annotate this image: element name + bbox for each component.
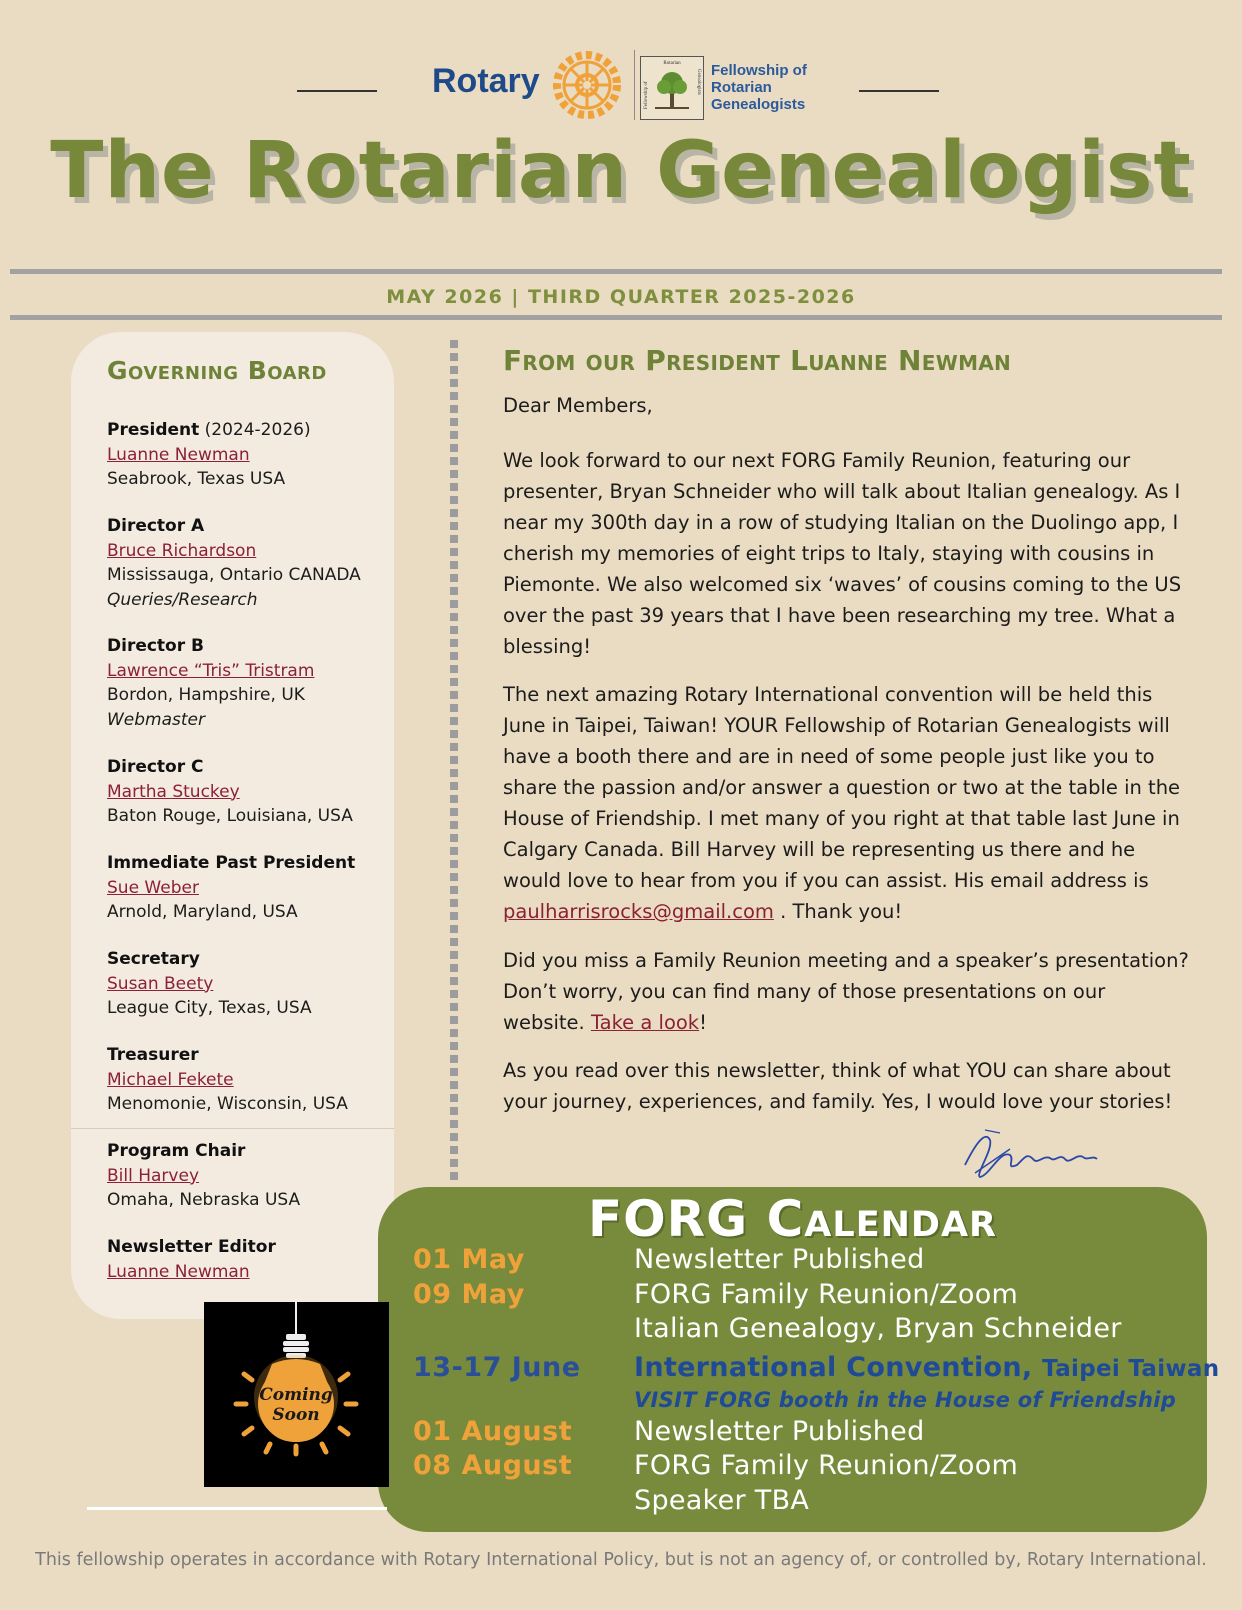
calendar-date: 08 August xyxy=(413,1450,573,1481)
board-entry-newsletter-editor xyxy=(107,1235,276,1284)
rotary-logo-text: Rotary xyxy=(432,62,540,100)
sidebar-divider xyxy=(71,1128,394,1129)
board-member-link[interactable]: Lawrence “Tris” Tristram xyxy=(107,660,315,681)
board-role: Newsletter Editor xyxy=(107,1237,276,1257)
letter-paragraph-2 xyxy=(503,679,1193,927)
board-note: Queries/Research xyxy=(107,589,258,610)
letter-paragraph-1: We look forward to our next FORG Family Reunion, featuring our presenter, Bryan Schneider who will talk about Italian genealogy. As I near my 300th day in a row of studying Italian on the Duolingo app, I cherish my memories of eight trips to Italy, staying with cousins in Piemonte. We also welcomed six ‘waves’ of cousins coming to the US over the past 39 years that I have been researching my tree. What a blessing! xyxy=(503,449,1182,658)
letter-paragraph-4: As you read over this newsletter, think of what YOU can share about your journey, experiences, and family. Yes, I would love your stories! xyxy=(503,1059,1173,1113)
calendar-date: 13-17 June xyxy=(413,1352,581,1383)
calendar-event: FORG Family Reunion/Zoom xyxy=(634,1450,1019,1481)
board-term: (2024-2026) xyxy=(204,420,311,440)
board-role: Treasurer xyxy=(107,1045,199,1065)
board-role: Program Chair xyxy=(107,1141,246,1161)
board-member-link[interactable]: Sue Weber xyxy=(107,877,199,898)
coming-soon-image xyxy=(204,1302,389,1487)
email-link[interactable]: paulharrisrocks@gmail.com xyxy=(503,900,774,923)
calendar-event: Newsletter Published xyxy=(634,1244,925,1275)
board-location: Menomonie, Wisconsin, USA xyxy=(107,1094,348,1114)
letter-paragraph-2-text: The next amazing Rotary International convention will be held this June in Taipei, Taiwan! YOUR Fellowship of Rotarian Genealogists will have a booth there and are in need of some people just like you to share the passion and/or answer a question or two at the table in the House of Friendship. I met many of you right at that table last June in Calgary Canada. Bill Harvey will be representing us there and he would love to hear from you if you can assist. His email address is xyxy=(503,683,1181,892)
letter-paragraph-3-text: Did you miss a Family Reunion meeting and a speaker’s presentation? Don’t worry, you can find many of those presentations on our website. xyxy=(503,949,1189,1034)
board-location: League City, Texas, USA xyxy=(107,998,312,1018)
board-entry-director-c xyxy=(107,755,353,829)
board-member-link[interactable]: Susan Beety xyxy=(107,973,214,994)
footer-disclaimer: This fellowship operates in accordance with Rotary International Policy, but is not an agency of, or controlled by, Rotary International. xyxy=(35,1550,1207,1570)
forg-logo xyxy=(640,56,704,120)
calendar-date: 09 May xyxy=(413,1279,525,1310)
board-location: Seabrook, Texas USA xyxy=(107,469,286,489)
board-role: Secretary xyxy=(107,949,200,969)
tree-icon xyxy=(641,57,703,119)
newsletter-title: The Rotarian Genealogist xyxy=(50,126,1192,216)
board-role: Immediate Past President xyxy=(107,853,356,873)
convention-label: International Convention, xyxy=(634,1352,1033,1383)
board-location: Baton Rouge, Louisiana, USA xyxy=(107,806,353,826)
forg-logo-line: Genealogists xyxy=(711,96,806,113)
calendar-title: FORG Calendar xyxy=(588,1190,997,1248)
convention-location: Taipei Taiwan xyxy=(1042,1356,1220,1382)
coming-soon-line-2: Soon xyxy=(272,1405,320,1425)
board-entry-president xyxy=(107,418,311,492)
board-role: Director B xyxy=(107,636,204,656)
letter-paragraph-3-end: ! xyxy=(699,1011,707,1034)
board-location: Omaha, Nebraska USA xyxy=(107,1190,301,1210)
governing-board-title: Governing Board xyxy=(107,356,327,385)
board-entry-director-a xyxy=(107,514,361,612)
issue-line: MAY 2026 | THIRD QUARTER 2025-2026 xyxy=(386,286,856,308)
president-signature xyxy=(955,1125,1115,1185)
board-note: Webmaster xyxy=(107,709,206,730)
board-member-link[interactable]: Michael Fekete xyxy=(107,1069,234,1090)
calendar-date: 01 August xyxy=(413,1416,573,1447)
board-role: Director C xyxy=(107,757,204,777)
calendar-event-note: VISIT FORG booth in the House of Friendship xyxy=(634,1388,1177,1412)
board-entry-director-b xyxy=(107,634,314,732)
calendar-date: 01 May xyxy=(413,1244,525,1275)
bottom-rule xyxy=(10,315,1222,320)
column-divider xyxy=(450,340,458,1180)
svg-text:Genealogists: Genealogists xyxy=(696,69,701,95)
board-entry-program-chair xyxy=(107,1139,300,1213)
letter-paragraph-2-end: . Thank you! xyxy=(773,900,903,923)
forg-logo-line: Fellowship of xyxy=(711,62,807,79)
board-member-link[interactable]: Bill Harvey xyxy=(107,1165,200,1186)
board-entry-secretary xyxy=(107,947,312,1021)
lightbulb-icon xyxy=(204,1302,389,1487)
calendar-event: Newsletter Published xyxy=(634,1416,925,1447)
calendar-event: FORG Family Reunion/Zoom xyxy=(634,1279,1019,1310)
board-location: Mississauga, Ontario CANADA xyxy=(107,565,361,585)
board-member-link[interactable]: Bruce Richardson xyxy=(107,540,257,561)
calendar-event xyxy=(634,1352,1219,1383)
calendar-event: Speaker TBA xyxy=(634,1485,810,1516)
board-role: Director A xyxy=(107,516,205,536)
board-member-link[interactable]: Martha Stuckey xyxy=(107,781,240,802)
board-entry-treasurer xyxy=(107,1043,348,1117)
forg-logo-line: Rotarian xyxy=(711,79,772,96)
board-location: Bordon, Hampshire, UK xyxy=(107,685,305,705)
header-right-rule xyxy=(859,90,939,92)
forg-logo-text xyxy=(711,62,807,113)
board-entry-past-president xyxy=(107,851,355,925)
board-member-link[interactable]: Luanne Newman xyxy=(107,444,250,465)
top-rule xyxy=(10,269,1222,274)
calendar-event: Italian Genealogy, Bryan Schneider xyxy=(634,1313,1122,1344)
svg-text:Fellowship of: Fellowship of xyxy=(644,81,649,109)
board-member-link[interactable]: Luanne Newman xyxy=(107,1261,250,1282)
board-role: President xyxy=(107,420,200,440)
rotary-wheel-icon xyxy=(550,48,624,122)
logo-separator xyxy=(634,50,635,120)
board-location: Arnold, Maryland, USA xyxy=(107,902,298,922)
header-left-rule xyxy=(297,90,377,92)
white-rule xyxy=(87,1507,387,1510)
letter-paragraph-3 xyxy=(503,945,1193,1038)
president-heading: From our President Luanne Newman xyxy=(503,344,1012,377)
coming-soon-line-1: Coming xyxy=(259,1385,333,1405)
take-a-look-link[interactable]: Take a look xyxy=(590,1011,700,1034)
svg-text:Rotarian: Rotarian xyxy=(663,61,681,66)
letter-greeting: Dear Members, xyxy=(503,394,653,417)
